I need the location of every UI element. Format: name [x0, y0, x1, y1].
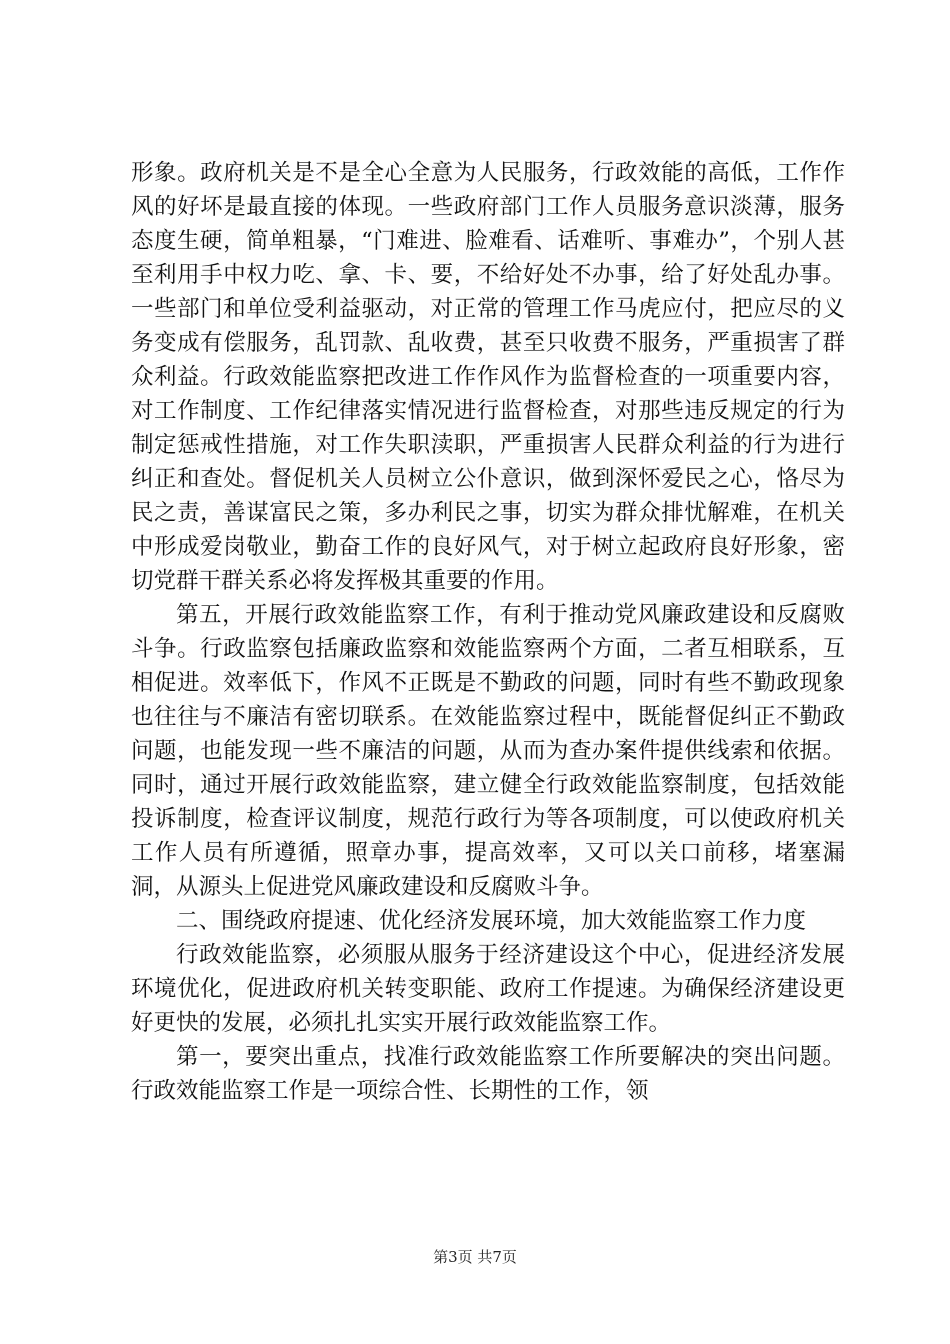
paragraph-3: 行政效能监察，必须服从服务于经济建设这个中心，促进经济发展环境优化，促进政府机关转变职能、政府工作提速。为确保经济建设更好更快的发展，必须扎扎实实开展行政效能监察工作。	[131, 942, 845, 1036]
document-body	[131, 156, 845, 1108]
section-heading: 二、围绕政府提速、优化经济发展环境，加大效能监察工作力度	[176, 908, 807, 934]
paragraph-4: 第一，要突出重点，找准行政效能监察工作所要解决的突出问题。行政效能监察工作是一项综合性、长期性的工作，领	[131, 1044, 845, 1104]
page-number-footer: 第3页 共7页	[433, 1248, 517, 1266]
paragraph-1: 形象。政府机关是不是全心全意为人民服务，行政效能的高低，工作作风的好坏是最直接的体现。一些政府部门工作人员服务意识淡薄，服务态度生硬，简单粗暴，“门难进、脸难看、话难听、事难办”，个别人甚至利用手中权力吃、拿、卡、要，不给好处不办事，给了好处乱办事。一些部门和单位受利益驱动，对正常的管理工作马虎应付，把应尽的义务变成有偿服务，乱罚款、乱收费，甚至只收费不服务，严重损害了群众利益。行政效能监察把改进工作作风作为监督检查的一项重要内容，对工作制度、工作纪律落实情况进行监督检查，对那些违反规定的行为制定惩戒性措施，对工作失职渎职，严重损害人民群众利益的行为进行纠正和查处。督促机关人员树立公仆意识，做到深怀爱民之心，恪尽为民之责，善谋富民之策，多办利民之事，切实为群众排忧解难，在机关中形成爱岗敬业，勤奋工作的良好风气，对于树立起政府良好形象，密切党群干群关系必将发挥极其重要的作用。	[131, 160, 845, 594]
paragraph-2: 第五，开展行政效能监察工作，有利于推动党风廉政建设和反腐败斗争。行政监察包括廉政监察和效能监察两个方面，二者互相联系，互相促进。效率低下，作风不正既是不勤政的问题，同时有些不勤政现象也往往与不廉洁有密切联系。在效能监察过程中，既能督促纠正不勤政问题，也能发现一些不廉洁的问题，从而为查办案件提供线索和依据。同时，通过开展行政效能监察，建立健全行政效能监察制度，包括效能投诉制度，检查评议制度，规范行政行为等各项制度，可以使政府机关工作人员有所遵循，照章办事，提高效率，又可以关口前移，堵塞漏洞，从源头上促进党风廉政建设和反腐败斗争。	[131, 602, 845, 900]
